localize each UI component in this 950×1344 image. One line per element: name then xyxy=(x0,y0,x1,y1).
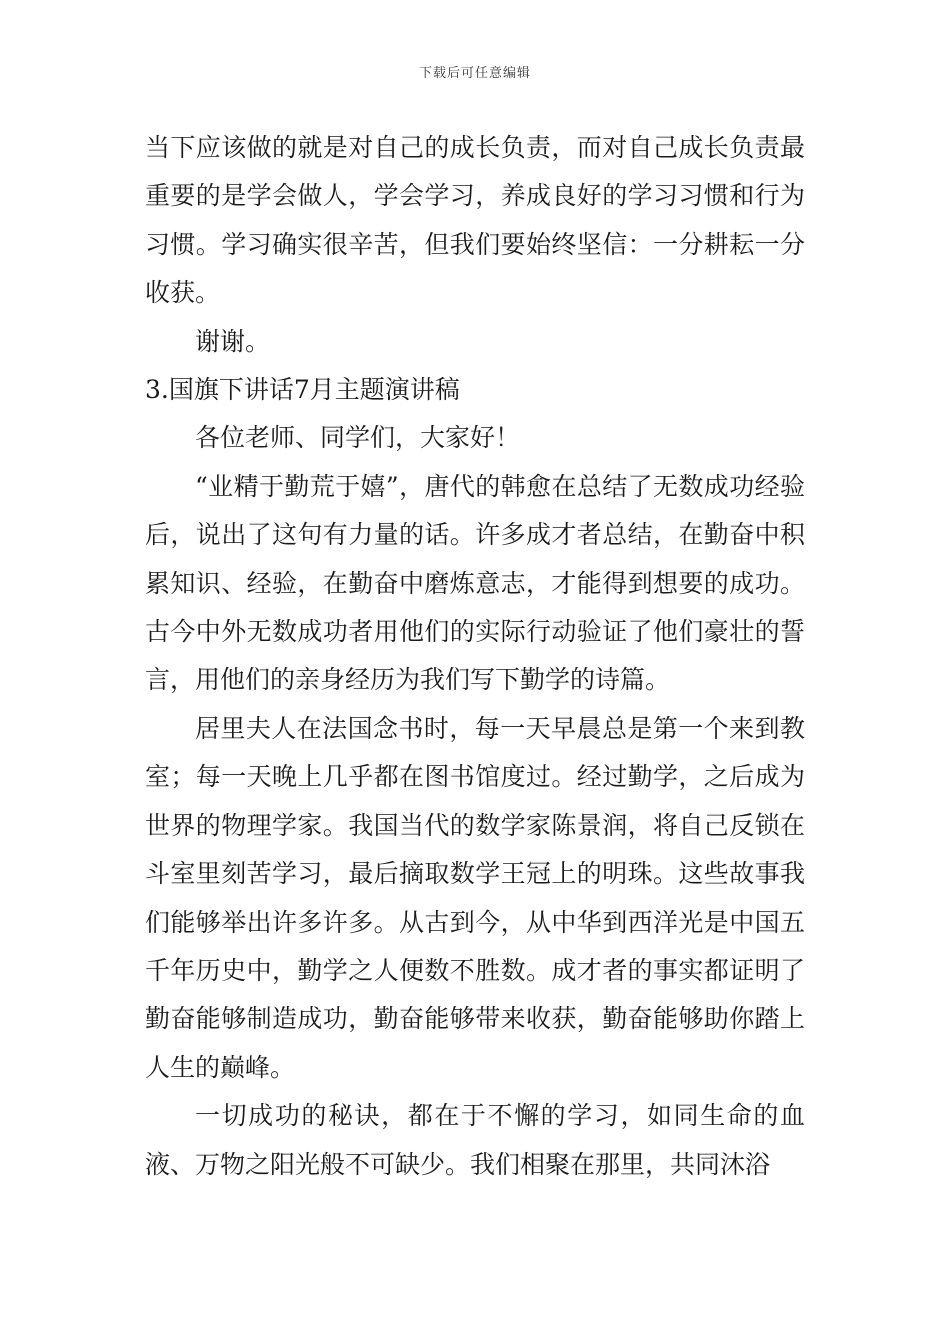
paragraph-thanks: 谢谢。 xyxy=(195,326,271,356)
paragraph-continuation: 当下应该做的就是对自己的成长负责，而对自己成长负责最重要的是学会做人，学会学习，养成良好的学习习惯和行为习惯。学习确实很辛苦，但我们要始终坚信：一分耕耘一分收获。 xyxy=(145,133,805,308)
section-heading: 3.国旗下讲话7月主题演讲稿 xyxy=(145,375,460,405)
paragraph-greeting: 各位老师、同学们，大家好！ xyxy=(195,423,521,453)
paragraph-body: 一切成功的秘诀，都在于不懈的学习，如同生命的血液、万物之阳光般不可缺少。我们相聚在那里，共同沐浴 xyxy=(145,1101,805,1179)
paragraph-body: 居里夫人在法国念书时，每一天早晨总是第一个来到教室；每一天晚上几乎都在图书馆度过。经过勤学，之后成为世界的物理学家。我国当代的数学家陈景润，将自己反锁在斗室里刻苦学习，最后摘取数学王冠上的明珠。这些故事我们能够举出许多许多。从古到今，从中华到西洋光是中国五千年历史中，勤学之人便数不胜数。成才者的事实都证明了勤奋能够制造成功，勤奋能够带来收获，勤奋能够助你踏上人生的巅峰。 xyxy=(145,713,805,1082)
document-body xyxy=(145,124,805,1189)
paragraph-body: “业精于勤荒于嬉”，唐代的韩愈在总结了无数成功经验后，说出了这句有力量的话。许多成才者总结，在勤奋中积累知识、经验，在勤奋中磨炼意志，才能得到想要的成功。古今中外无数成功者用他们的实际行动验证了他们豪壮的誓言，用他们的亲身经历为我们写下勤学的诗篇。 xyxy=(145,471,805,695)
page-header: 下载后可任意编辑 xyxy=(418,66,531,81)
